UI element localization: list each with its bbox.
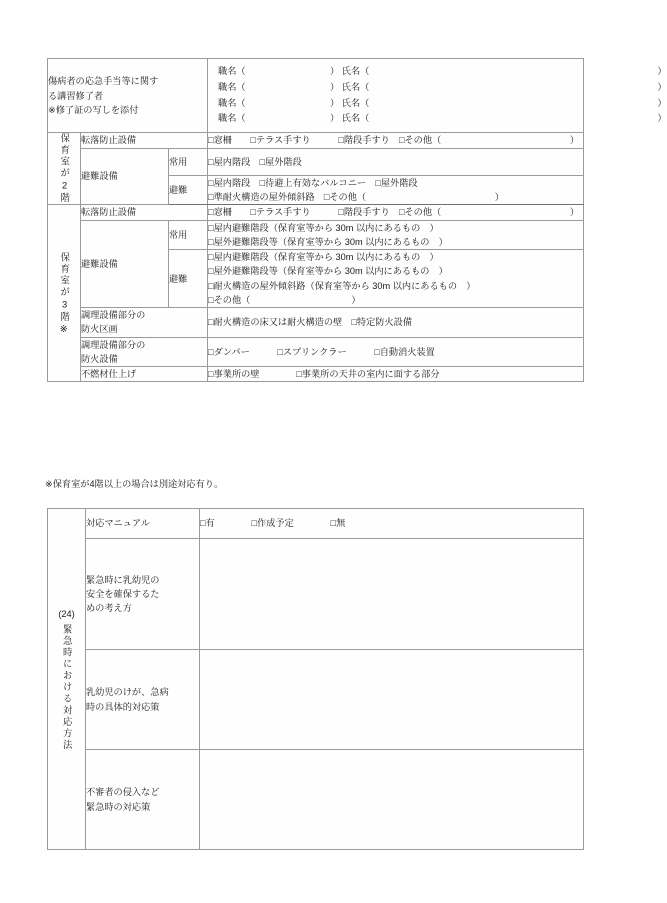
intruder-row-label — [86, 750, 200, 850]
table-row-floor3-evac-normal — [48, 220, 584, 250]
floor2-fall-prevention-label: 転落防止設備 — [81, 133, 208, 148]
first-aid-label-line-1: 傷病者の応急手当等に関す — [48, 76, 159, 87]
kitchen-fire-equipment-options — [208, 337, 584, 367]
safety-policy-label-line-2: 安全を確保するた — [86, 588, 160, 599]
name-label-3[interactable]: 氏名（ — [341, 97, 370, 108]
injury-illness-label-line-2: 時の具体的対応策 — [86, 701, 160, 712]
table-row-floor2-fall-prevention — [48, 133, 584, 148]
safety-policy-row-label — [86, 539, 200, 650]
name-label-2[interactable]: 氏名（ — [341, 81, 370, 92]
injury-illness-answer-area[interactable] — [200, 650, 584, 750]
table1-footnote: ※保育室が4階以上の場合は別途対応有り。 — [45, 479, 224, 489]
manual-row-label: 対応マニュアル — [86, 509, 200, 539]
checkbox-group[interactable]: □窓柵 □テラス手すり □階段手すり □その他（ ） — [208, 207, 580, 218]
first-aid-entry-row — [208, 96, 667, 112]
checkbox-group[interactable]: □屋内階段 □屋外階段 — [208, 156, 302, 167]
floor3-vertical-label-cell — [48, 205, 81, 382]
floor2-evac-normal-label: 常用 — [169, 148, 208, 175]
facility-safety-table — [47, 58, 667, 382]
emergency-response-table — [47, 508, 584, 850]
checkbox-group[interactable]: □有 □作成予定 □無 — [200, 518, 346, 529]
section-number: (24) — [58, 608, 75, 619]
job-title-field-1[interactable]: 職名（ — [218, 66, 246, 76]
table-row-safety-policy — [48, 539, 584, 650]
checkbox-group[interactable]: □準耐火構造の屋外傾斜路 □その他（ ） — [208, 192, 504, 203]
floor3-vertical-mark: ※ — [59, 323, 71, 335]
floor2-evac-normal-options — [208, 148, 584, 175]
safety-policy-answer-area[interactable] — [200, 539, 584, 650]
kitchen-fire-compartment-label-line-1: 調理設備部分の — [81, 310, 146, 321]
kitchen-fire-compartment-options — [208, 308, 584, 338]
manual-row-options — [200, 509, 584, 539]
checkbox-group[interactable]: □事業所の壁 □事業所の天井の室内に面する部分 — [208, 369, 440, 380]
floor3-fall-prevention-label: 転落防止設備 — [81, 205, 208, 220]
kitchen-fire-equipment-label-line-2: 防火設備 — [81, 353, 118, 364]
kitchen-fire-equipment-label — [81, 337, 208, 367]
checkbox-group[interactable]: □窓柵 □テラス手すり □階段手すり □その他（ ） — [208, 135, 580, 146]
floor3-evac-normal-label: 常用 — [169, 220, 208, 250]
safety-policy-label-line-3: めの考え方 — [86, 603, 132, 614]
floor3-evac-emergency-options — [208, 250, 584, 308]
first-aid-label-line-3: ※修了証の写しを添付 — [48, 104, 139, 115]
job-title-field-3[interactable]: 職名（ — [218, 97, 246, 108]
job-title-close-2: ） — [330, 81, 340, 92]
section-24-vertical-label-cell — [48, 509, 86, 850]
name-close-3: ） — [657, 97, 667, 108]
first-aid-label-line-2: る講習修了者 — [48, 90, 104, 101]
first-aid-label-cell — [48, 59, 208, 133]
name-close-4: ） — [657, 113, 667, 124]
table-row-first-aid — [48, 59, 584, 133]
checkbox-group[interactable]: □その他（ ） — [208, 294, 361, 305]
checkbox-group[interactable]: □耐火構造の屋外傾斜路（保育室等から 30m 以内にあるもの ） — [208, 280, 476, 291]
table-row-noncombustible-finish — [48, 367, 584, 382]
table-row-floor2-evac-normal — [48, 148, 584, 175]
table-row-intruder — [48, 750, 584, 850]
first-aid-entries-cell — [208, 59, 667, 133]
floor3-fall-prevention-options — [208, 205, 584, 220]
table-row-floor3-fall-prevention — [48, 205, 584, 220]
floor2-vertical-label-cell — [48, 133, 81, 205]
first-aid-entry-row — [208, 64, 667, 80]
floor3-vertical-label: 保育室が3階 — [59, 252, 71, 324]
job-title-field-2[interactable]: 職名（ — [218, 81, 246, 92]
injury-illness-label-line-1: 乳幼児のけが、急病 — [86, 687, 169, 698]
noncombustible-finish-label: 不燃材仕上げ — [81, 367, 208, 382]
checkbox-group[interactable]: □屋内避難階段（保育室等から 30m 以内にあるもの ） — [208, 252, 439, 263]
checkbox-group[interactable]: □屋内階段 □待避上有効なバルコニー □屋外階段 — [208, 177, 418, 188]
first-aid-entry-row — [208, 80, 667, 96]
name-close-2: ） — [657, 81, 667, 92]
kitchen-fire-compartment-label-line-2: 防火区画 — [81, 324, 118, 335]
checkbox-group[interactable]: □屋内避難階段（保育室等から 30m 以内にあるもの ） — [208, 222, 439, 233]
first-aid-entry-row — [208, 111, 667, 127]
table-row-kitchen-fire-compartment — [48, 308, 584, 338]
floor2-fall-prevention-options — [208, 133, 584, 148]
floor2-evac-emergency-label: 避難 — [169, 175, 208, 205]
floor3-evac-normal-options — [208, 220, 584, 250]
safety-policy-label-line-1: 緊急時に乳幼児の — [86, 574, 160, 585]
intruder-answer-area[interactable] — [200, 750, 584, 850]
checkbox-group[interactable]: □屋外避難階段等（保育室等から 30m 以内にあるもの ） — [208, 266, 448, 277]
job-title-close-3: ） — [330, 97, 340, 108]
floor3-evacuation-equipment-label: 避難設備 — [81, 220, 169, 308]
job-title-close-1: ） — [330, 66, 340, 76]
name-close-1: ） — [657, 66, 667, 76]
section-24-vertical-label: 緊急時における対応方法 — [61, 623, 73, 752]
job-title-close-4: ） — [330, 113, 340, 124]
kitchen-fire-compartment-label — [81, 308, 208, 338]
kitchen-fire-equipment-label-line-1: 調理設備部分の — [81, 339, 146, 350]
table-row-kitchen-fire-equipment — [48, 337, 584, 367]
checkbox-group[interactable]: □ダンパー □スプリンクラー □自動消火装置 — [208, 346, 435, 357]
table-row-injury-illness — [48, 650, 584, 750]
floor2-vertical-label: 保育室が2階 — [59, 133, 71, 205]
floor2-evac-emergency-options — [208, 175, 584, 205]
intruder-label-line-2: 緊急時の対応策 — [86, 801, 151, 812]
noncombustible-finish-options — [208, 367, 584, 382]
name-label-4[interactable]: 氏名（ — [341, 113, 370, 124]
floor2-evacuation-equipment-label: 避難設備 — [81, 148, 169, 205]
name-label-1[interactable]: 氏名（ — [341, 66, 370, 76]
checkbox-group[interactable]: □屋外避難階段等（保育室等から 30m 以内にあるもの ） — [208, 236, 448, 247]
injury-illness-row-label — [86, 650, 200, 750]
table-row-manual — [48, 509, 584, 539]
checkbox-group[interactable]: □耐火構造の床又は耐火構造の壁 □特定防火設備 — [208, 317, 413, 328]
intruder-label-line-1: 不審者の侵入など — [86, 787, 160, 798]
job-title-field-4[interactable]: 職名（ — [218, 113, 246, 124]
floor3-evac-emergency-label: 避難 — [169, 250, 208, 308]
